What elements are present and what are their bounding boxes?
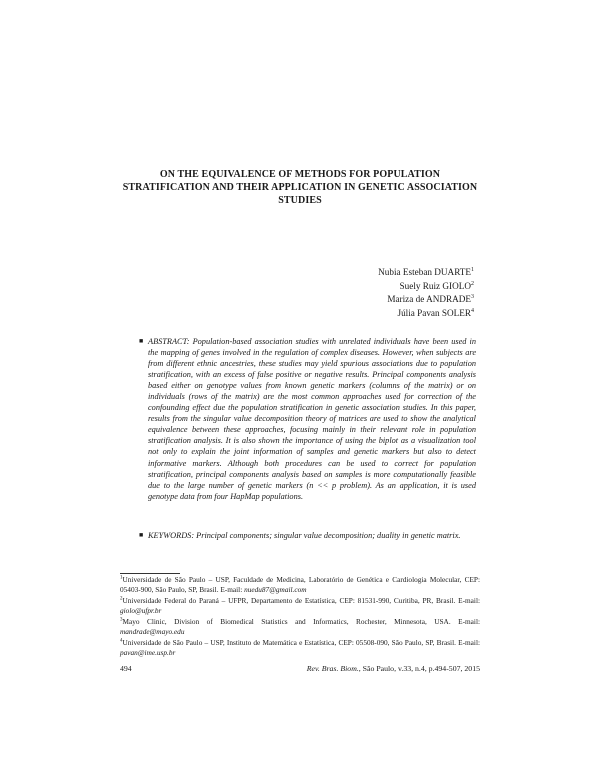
journal-name: Rev. Bras. Biom.: [306, 664, 359, 673]
abstract-text: ABSTRACT: Population-based association studies with unrelated individuals have been used in the mapping of genes involved in the regulation of complex diseases. However, when subjects are from different ethnic ancestries, these studies may yield spurious associations due to population stratification, with an excess of false positive or negative results. Principal components analysis based either on genotype values from known genetic markers (columns of the matrix) or on individuals (rows of the matrix) are the most common approaches used for correction of the confounding effect due the population stratification in genetic association studies. In this paper, results from the singular value decomposition theory of matrices are used to show the analytical equivalence between these approaches, focusing mainly in their relevant role in population stratification analysis. It is also shown the importance of using the biplot as a visualization tool not only to explain the joint information of samples and genetic markers but also to detect informative markers. Although both procedures can be used to correct for population stratification, principal components analysis based on samples is more computationally feasible due to the large number of genetic markers (n << p problem). As an application, it is used genotype data from four HapMap populations.: [148, 337, 476, 501]
email-label: E-mail:: [458, 596, 480, 605]
email-label: E-mail:: [220, 585, 243, 594]
author-name: Suely Ruiz GIOLO: [399, 280, 471, 291]
footnote-mark: 4: [120, 638, 123, 644]
footnote-divider: [120, 573, 180, 574]
abstract-paragraph: [139, 336, 476, 502]
email-label: E-mail:: [458, 638, 480, 647]
author-1: [378, 266, 474, 280]
author-affiliation-mark: 4: [471, 307, 474, 314]
paper-title: ON THE EQUIVALENCE OF METHODS FOR POPULATION STRATIFICATION AND THEIR APPLICATION IN GENETIC ASSOCIATION STUDIES: [122, 169, 478, 206]
footnote-text: Universidade de São Paulo – USP, Faculdade de Medicina, Laboratório de Genética e Cardiologia Molecular, CEP: 05403-900, São Paulo, SP, Brasil.: [120, 575, 480, 594]
footnote-email: mandrade@mayo.edu: [120, 627, 185, 636]
footnote-text: Universidade Federal do Paraná – UFPR, Departamento de Estatística, CEP: 81531-990, Curitiba, PR, Brasil.: [122, 596, 456, 605]
keywords: [139, 530, 476, 541]
keywords-paragraph: [139, 530, 476, 541]
footnote-text: Universidade de São Paulo – USP, Instituto de Matemática e Estatística, CEP: 05508-090, São Paulo, SP, Brasil.: [122, 638, 456, 647]
page-number: 494: [120, 664, 132, 673]
author-2: [378, 280, 474, 294]
author-4: [378, 307, 474, 321]
author-affiliation-mark: 2: [471, 280, 474, 287]
journal-citation: [307, 664, 480, 674]
footnotes: [120, 575, 480, 659]
email-label: E-mail:: [458, 617, 480, 626]
footnote-mark: 2: [120, 596, 123, 602]
footnote-email: pavan@ime.usp.br: [120, 648, 176, 657]
keywords-text: KEYWORDS: Principal components; singular value decomposition; duality in genetic matrix.: [148, 531, 461, 540]
author-affiliation-mark: 3: [471, 293, 474, 300]
footnote-mark: 3: [120, 617, 123, 623]
author-affiliation-mark: 1: [471, 266, 474, 273]
footnote-email: nuedu87@gmail.com: [244, 585, 307, 594]
footnote-text: Mayo Clinic, Division of Biomedical Statistics and Informatics, Rochester, Minnesota, USA.: [122, 617, 451, 626]
citation-details: , São Paulo, v.33, n.4, p.494-507, 2015: [358, 664, 480, 673]
author-name: Júlia Pavan SOLER: [397, 307, 471, 318]
square-bullet-icon: ■: [139, 531, 144, 539]
footnote-3: [120, 617, 480, 637]
footnote-mark: 1: [120, 575, 123, 581]
footnote-4: [120, 638, 480, 658]
abstract: [139, 336, 476, 502]
footnote-email: giolo@ufpr.br: [120, 606, 162, 615]
author-list: [378, 266, 474, 320]
square-bullet-icon: ■: [139, 337, 144, 345]
footnote-1: [120, 575, 480, 595]
footnote-2: [120, 596, 480, 616]
author-name: Nubia Esteban DUARTE: [378, 267, 471, 277]
author-3: [378, 293, 474, 307]
author-name: Mariza de ANDRADE: [387, 294, 471, 304]
